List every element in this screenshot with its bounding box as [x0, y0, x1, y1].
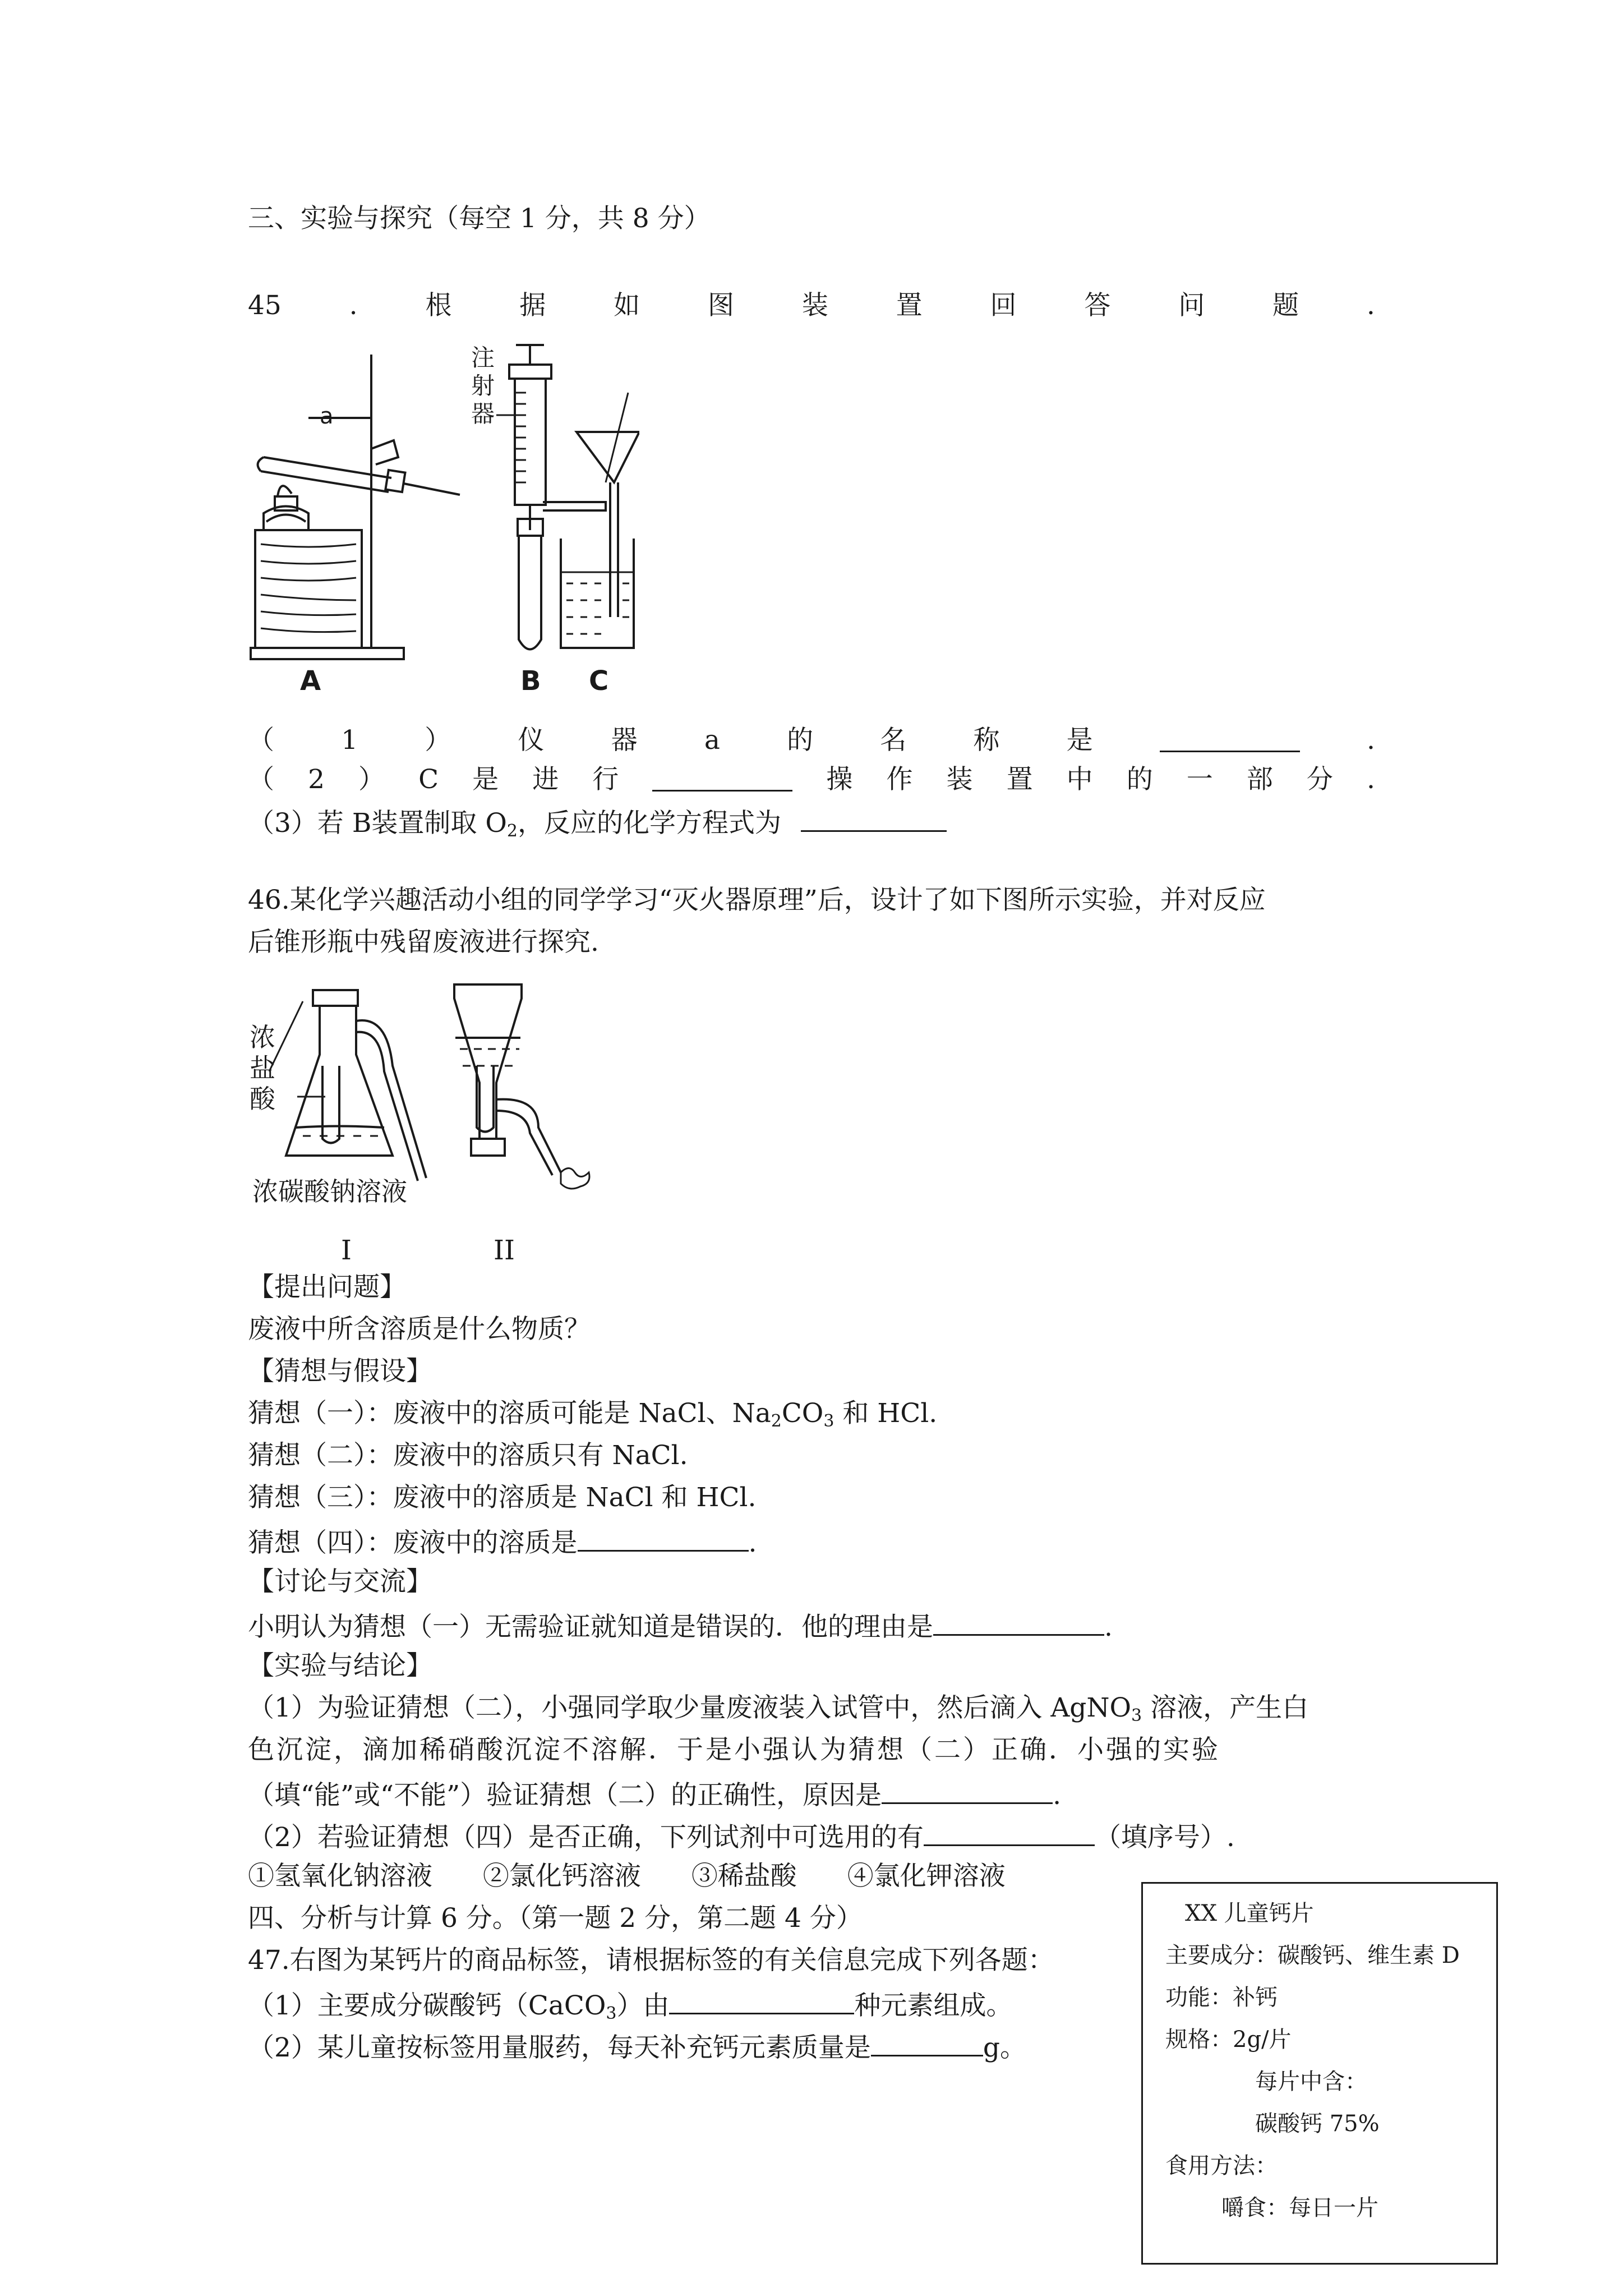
label-per-tablet: 每片中含：: [1255, 2069, 1367, 2095]
q45-blank-2[interactable]: [652, 763, 792, 792]
discussion-text: 小明认为猜想（一）无需验证就知道是错误的．他的理由是 .: [248, 1607, 1113, 1644]
section3-heading: 三、实验与探究（每空 1 分，共 8 分）: [248, 203, 711, 234]
section4-heading: 四、分析与计算 6 分。（第一题 2 分，第二题 4 分）: [248, 1903, 863, 1934]
q45-stem-char: 答: [1084, 290, 1111, 321]
discussion-blank[interactable]: [933, 1607, 1104, 1636]
syringe-label-char: 器: [471, 400, 495, 427]
q45-stem-char: 装: [801, 290, 828, 321]
calcium-tablet-label: [1141, 1882, 1498, 2265]
q45-p2-char: （: [248, 764, 274, 795]
q45-p2-char: 操: [826, 764, 853, 795]
q45-stem-char: 据: [519, 290, 546, 321]
q45-p1-char: 器: [611, 725, 638, 756]
caption-II: II: [494, 1235, 515, 1266]
q45-stem-char: 题: [1272, 290, 1299, 321]
acid-label-char: 盐: [250, 1053, 275, 1083]
q45-p2-char: 2: [308, 764, 325, 795]
q45-p2-char: 行: [592, 764, 619, 795]
experiment-2: （2）若验证猜想（四）是否正确，下列试剂中可选用的有 （填序号）.: [248, 1818, 1235, 1855]
q47-part1: （1）主要成分碳酸钙（CaCO$_3$）由 种元素组成。: [248, 1986, 1012, 2023]
heading-problem: 【提出问题】: [248, 1272, 406, 1303]
hypothesis-4: 猜想（四）：废液中的溶质是 .: [248, 1523, 757, 1560]
q45-stem-char: 回: [990, 290, 1017, 321]
experiment-1-line2: 色沉淀，滴加稀硝酸沉淀不溶解．于是小强认为猜想（二）正确．小强的实验: [248, 1734, 1220, 1765]
syringe-label-char: 注: [471, 344, 495, 371]
label-title: XX 儿童钙片: [1185, 1901, 1314, 1926]
label-ingredients: 主要成分：碳酸钙、维生素 D: [1165, 1943, 1460, 1968]
q45-stem-char: .: [1366, 290, 1375, 321]
caption-C: C: [589, 665, 609, 697]
q45-p1-char: a: [704, 725, 720, 756]
q46-intro-line1: 46.某化学兴趣活动小组的同学学习“灭火器原理”后，设计了如下图所示实验，并对反应: [248, 885, 1266, 915]
q45-p2-char: 的: [1126, 764, 1153, 795]
caption-B: B: [520, 665, 541, 697]
acid-label-char: 浓: [250, 1022, 275, 1052]
q45-blank-3[interactable]: [801, 803, 947, 832]
q45-p2-char: 部: [1246, 764, 1273, 795]
heading-experiment: 【实验与结论】: [248, 1650, 432, 1681]
q45-p1-char: ）: [425, 725, 451, 756]
q45-p1-char: 是: [1066, 725, 1093, 756]
q45-p2-char: 是: [472, 764, 499, 795]
label-usage: 食用方法：: [1165, 2153, 1278, 2179]
syringe-label-char: 射: [471, 372, 495, 399]
q45-p2-char: 作: [886, 764, 913, 795]
solution-label: 浓碳酸钠溶液: [252, 1176, 407, 1207]
q45-apparatus-figure: [247, 337, 639, 707]
q45-stem-char: 图: [707, 290, 734, 321]
q45-stem-char: 根: [425, 290, 452, 321]
label-a: a: [320, 403, 334, 429]
q45-blank-1[interactable]: [1160, 724, 1300, 752]
option-2: ②氯化钙溶液: [482, 1861, 641, 1892]
q46-extinguisher-figure: [247, 976, 673, 1273]
q45-part1: [248, 724, 1375, 757]
option-4: ④氯化钾溶液: [847, 1861, 1006, 1892]
q45-p2-char: 中: [1066, 764, 1093, 795]
q45-p2-char: .: [1366, 764, 1375, 795]
q45-p1-char: 的: [787, 725, 814, 756]
label-spec: 规格：2g/片: [1165, 2027, 1292, 2053]
q46-intro-line2: 后锥形瓶中残留废液进行探究.: [248, 927, 599, 958]
hypothesis-3: 猜想（三）：废液中的溶质是 NaCl 和 HCl.: [248, 1482, 757, 1513]
option-3: ③稀盐酸: [691, 1861, 797, 1892]
q45-p2-char: 分: [1306, 764, 1333, 795]
experiment-2-blank[interactable]: [924, 1818, 1095, 1846]
q45-p1-char: 称: [973, 725, 1000, 756]
caption-A: A: [300, 665, 321, 697]
q45-stem-char: 45: [248, 290, 282, 321]
caption-I: I: [341, 1235, 352, 1266]
q45-p2-char: 装: [946, 764, 973, 795]
hypothesis-1: 猜想（一）：废液中的溶质可能是 NaCl、$Na_2CO_3$ 和 HCl.: [248, 1398, 938, 1431]
label-content: 碳酸钙 75%: [1255, 2111, 1380, 2137]
q47-blank-1[interactable]: [669, 1986, 854, 2014]
problem-text: 废液中所含溶质是什么物质？: [248, 1314, 591, 1345]
q45-stem-char: 问: [1178, 290, 1205, 321]
experiment-1-line3: （填“能”或“不能”）验证猜想（二）的正确性，原因是 .: [248, 1775, 1061, 1812]
q45-p2-char: ）: [358, 764, 385, 795]
q45-p1-char: 名: [880, 725, 907, 756]
q45-stem-char: .: [349, 290, 358, 321]
q47-stem: 47.右图为某钙片的商品标签，请根据标签的有关信息完成下列各题：: [248, 1945, 1054, 1976]
heading-hypothesis: 【猜想与假设】: [248, 1356, 432, 1387]
reagent-options: [248, 1860, 1006, 1893]
q45-part3: （3）若 B装置制取 $O_2$，反应的化学方程式为: [248, 803, 947, 840]
q45-p2-char: 一: [1186, 764, 1213, 795]
q45-p1-period: .: [1367, 725, 1375, 756]
q47-part2: （2）某儿童按标签用量服药，每天补充钙元素质量是 g。: [248, 2028, 1026, 2065]
q47-blank-2[interactable]: [871, 2028, 983, 2056]
hypothesis-4-blank[interactable]: [578, 1523, 749, 1552]
acid-label-char: 酸: [250, 1084, 275, 1114]
hypothesis-2: 猜想（二）：废液中的溶质只有 NaCl.: [248, 1440, 688, 1471]
q45-stem-char: 置: [896, 290, 923, 321]
label-function: 功能：补钙: [1165, 1985, 1278, 2010]
q45-p2-char: 置: [1006, 764, 1033, 795]
q45-stem-char: 如: [614, 290, 640, 321]
q45-p1-char: 仪: [518, 725, 545, 756]
label-dosage: 嚼食：每日一片: [1221, 2195, 1378, 2221]
q45-p1-char: （: [248, 725, 274, 756]
q45-stem: [248, 289, 1375, 323]
q45-part2: [248, 763, 1375, 797]
q45-p2-char: C: [418, 764, 439, 795]
heading-discussion: 【讨论与交流】: [248, 1566, 432, 1597]
q45-p1-char: 1: [341, 725, 358, 756]
q45-p2-char: 进: [532, 764, 559, 795]
experiment-1-line1: （1）为验证猜想（二），小强同学取少量废液装入试管中，然后滴入 AgNO$_3$ 溶液，产生白: [248, 1692, 1309, 1726]
option-1: ①氢氧化钠溶液: [248, 1861, 432, 1892]
experiment-1-blank[interactable]: [882, 1775, 1053, 1804]
